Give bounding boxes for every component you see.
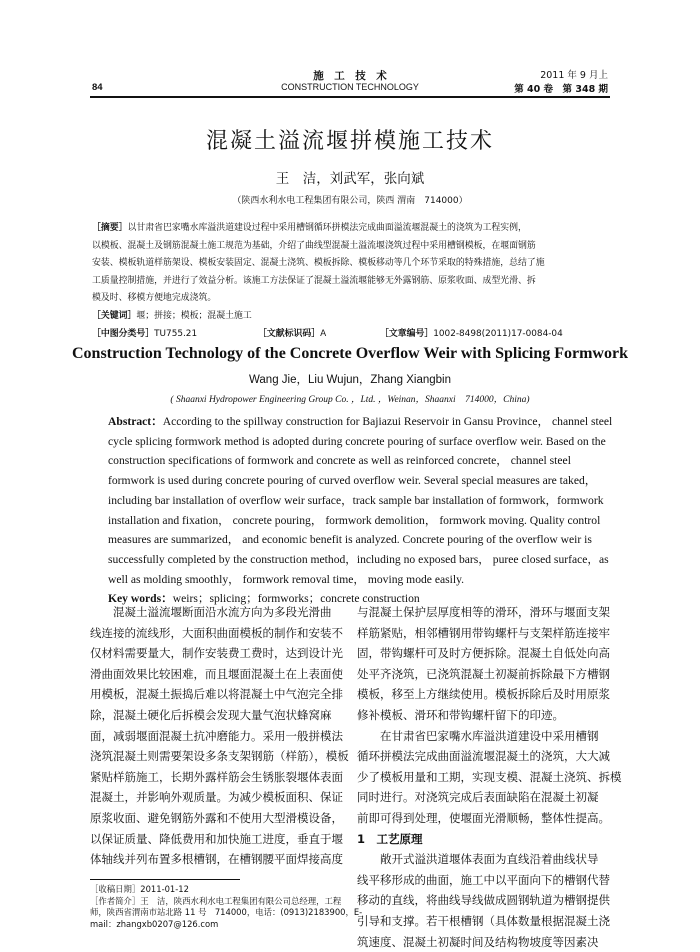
body-line: 紧贴样筋施工，长期外露样筋会生锈胀裂堰体表面 bbox=[90, 769, 343, 784]
abstract-en-label: Abstract： bbox=[108, 415, 163, 428]
body-line: 原浆收面、避免钢筋外露和不使用大型滑模设备， bbox=[90, 810, 343, 825]
keywords-en: weirs；splicing；formworks；concrete construction bbox=[172, 592, 420, 606]
body-line: 在甘肃省巴家嘴水库溢洪道建设中采用槽钢 bbox=[380, 728, 599, 743]
body-line: 处平齐浇筑，已浇筑混凝土初凝前拆除最下方槽钢 bbox=[357, 666, 610, 681]
body-line: 线平移形成的曲面，施工中以平面向下的槽钢代替 bbox=[357, 872, 610, 887]
journal-title-cn: 施 工 技 术 bbox=[313, 70, 387, 82]
abstract-cn-line: 安装、模板轨道样筋架设、模板安装固定、混凝土浇筑、模板拆除、模板移动等几个环节采取的特殊措施，总结了施 bbox=[92, 258, 545, 269]
journal-title-en: CONSTRUCTION TECHNOLOGY bbox=[281, 82, 419, 92]
abstract-cn-line: 模及时、移模方便地完成浇筑。 bbox=[92, 293, 217, 304]
abstract-cn-line: 工质量控制措施，并进行了效益分析。该施工方法保证了混凝土溢流堰能够无外露钢筋、原浆收面、成型光滑、拆 bbox=[92, 275, 536, 286]
body-line: 敞开式溢洪道堰体表面为直线沿着曲线状导 bbox=[380, 852, 599, 867]
body-left-column bbox=[90, 602, 349, 870]
body-line: 除，混凝土硬化后拆模会发现大量气泡状蜂窝麻 bbox=[90, 707, 332, 722]
body-line: 固，带钩螺杆可及时方便拆除。混凝土自低处向高 bbox=[357, 646, 610, 661]
abstract-cn-label: ［摘要］ bbox=[92, 223, 128, 233]
body-line: 循环拼模法完成曲面溢流堰混凝土的浇筑，大大减 bbox=[357, 749, 610, 764]
footnote-line: ［作者简介］王 洁，陕西水利水电工程集团有限公司总经理，工程 bbox=[90, 895, 342, 906]
abstract-cn-line: 以模板、混凝土及钢筋混凝土施工规范为基础，介绍了曲线型混凝土溢流堰浇筑过程中采用槽钢模板，在堰面钢筋 bbox=[92, 240, 536, 251]
abstract-en-line: installation and fixation， concrete pouring， formwork demolition， formwork moving. Quality control bbox=[108, 513, 601, 527]
issue-date: 2011 年 9 月上 bbox=[540, 70, 608, 81]
body-line: 模板，移至上方继续使用。模板拆除后及时用原浆 bbox=[357, 687, 610, 702]
authors-cn: 王 洁，刘武军，张向斌 bbox=[275, 171, 425, 187]
abstract-en-line: According to the spillway construction for Bajiazui Reservoir in Gansu Province， channel steel bbox=[162, 415, 613, 428]
body-right-column bbox=[357, 602, 622, 952]
abstract-en bbox=[108, 412, 613, 609]
footnote bbox=[90, 884, 363, 930]
header-rule bbox=[90, 96, 610, 98]
page-number: 84 bbox=[92, 82, 103, 93]
section-heading: 1 工艺原理 bbox=[357, 831, 423, 846]
footnote-line: 师，陕西省渭南市站北路 11 号 714000，电话：(0913)2183900，E- bbox=[90, 907, 363, 917]
article-title-cn: 混凝土溢流堰拼模施工技术 bbox=[205, 129, 494, 154]
body-line: 引导和支撑。若干根槽钢（具体数量根据混凝土浇 bbox=[357, 913, 610, 928]
body-line: 修补模板、滑环和带钩螺杆留下的印迹。 bbox=[357, 707, 564, 722]
body-line: 用模板，混凝土振捣后难以将混凝土中气泡完全排 bbox=[90, 687, 343, 702]
body-line: 体轴线并列布置多根槽钢，在槽钢腰平面焊接高度 bbox=[90, 852, 343, 867]
keywords-cn: 堰；拼接；模板；混凝土施工 bbox=[136, 310, 252, 321]
article-title-en: Construction Technology of the Concrete Overflow Weir with Splicing Formwork bbox=[72, 345, 628, 362]
body-line: 滑曲面效果比较困难，而且堰面混凝土在上表面使 bbox=[90, 666, 343, 681]
abstract-en-line: well as molding smoothly， formwork removal time， moving mode easily. bbox=[108, 572, 465, 586]
body-line: 少了模板用量和工期，实现支模、混凝土浇筑、拆模 bbox=[357, 769, 622, 784]
abstract-cn bbox=[92, 220, 612, 343]
clc-label: ［中图分类号］ bbox=[92, 328, 155, 339]
affiliation-en: ( Shaanxi Hydropower Engineering Group Co. ，Ltd. ，Weinan，Shaanxi 714000，China) bbox=[170, 395, 530, 405]
body-line: 混凝土溢流堰断面沿水流方向为多段光滑曲 bbox=[113, 605, 332, 619]
body-line: 混凝土，并影响外观质量。为减少模板面积、保证 bbox=[90, 790, 343, 805]
abstract-en-line: successfully completed by the construction method，including no exposed bars， puree closed surface，as bbox=[108, 552, 609, 566]
body-line: 仅材料需要量大，制作安装费工费时，达到设计光 bbox=[90, 646, 343, 661]
body-line: 同时进行。对浇筑完成后表面缺陷在混凝土初凝 bbox=[357, 790, 599, 805]
abstract-en-line: construction specifications of formwork and concrete as well as reinforced concrete， channel steel bbox=[108, 454, 571, 468]
abstract-en-line: formwork is used during concrete pouring of curved overflow weir. Several special measures are taked， bbox=[108, 474, 597, 488]
body-line: 筑速度、混凝土初凝时间及结构物坡度等因素决 bbox=[357, 934, 599, 949]
keywords-cn-label: ［关键词］ bbox=[92, 310, 137, 321]
body-line: 与混凝土保护层厚度相等的滑环，滑环与堰面支架 bbox=[357, 605, 610, 619]
issue-volume: 第 40 卷 第 348 期 bbox=[514, 84, 608, 95]
affiliation-cn: （陕西水利水电工程集团有限公司，陕西 渭南 714000） bbox=[232, 196, 468, 206]
abstract-en-line: including bar installation of overflow weir surface，track sample bar installation of formwork，formwork bbox=[108, 493, 604, 507]
body-line: 前即可得到处理，使堰面光滑顺畅，整体性提高。 bbox=[357, 810, 610, 825]
doc-code: A bbox=[320, 328, 327, 339]
body-line: 面，减弱堰面混凝土抗冲磨能力。采用一般拼模法 bbox=[90, 728, 343, 743]
body-line: 以保证质量、降低费用和加快施工进度，垂直于堰 bbox=[90, 831, 343, 846]
footnote-rule bbox=[90, 879, 240, 880]
keywords-en-label: Key words： bbox=[108, 592, 173, 606]
authors-en: Wang Jie，Liu Wujun，Zhang Xiangbin bbox=[248, 374, 451, 386]
body-line: 浇筑混凝土则需要架设多条支架钢筋（样筋），模板 bbox=[90, 749, 349, 764]
footnote-line: mail：zhangxb0207@126.com bbox=[90, 918, 219, 929]
article-no-label: ［文章编号］ bbox=[380, 328, 434, 339]
body-line: 移动的直线，将曲线导线做成圆钢轨道为槽钢提供 bbox=[357, 893, 610, 908]
abstract-en-line: cycle splicing formwork method is adopted during concrete pouring of surface overflow weir. Based on the bbox=[108, 434, 606, 448]
body-line: 样筋紧贴，相邻槽钢用带钩螺杆与支架样筋连接牢 bbox=[357, 625, 610, 640]
clc-code: TU755.21 bbox=[154, 328, 198, 339]
abstract-en-line: measures are summarized， and economic benefit is analyzed. Concrete pouring of the overflow weir is bbox=[108, 533, 592, 547]
doc-code-label: ［文献标识码］ bbox=[258, 328, 321, 339]
article-no: 1002-8498(2011)17-0084-04 bbox=[433, 328, 563, 339]
abstract-cn-line: 以甘肃省巴家嘴水库溢洪道建设过程中采用槽钢循环拼模法完成曲面溢流堰混凝土的浇筑为工程实例， bbox=[127, 223, 527, 233]
footnote-line: ［收稿日期］2011-01-12 bbox=[90, 884, 189, 894]
body-line: 线连接的流线形，大面积曲面模板的制作和安装不 bbox=[90, 625, 343, 640]
